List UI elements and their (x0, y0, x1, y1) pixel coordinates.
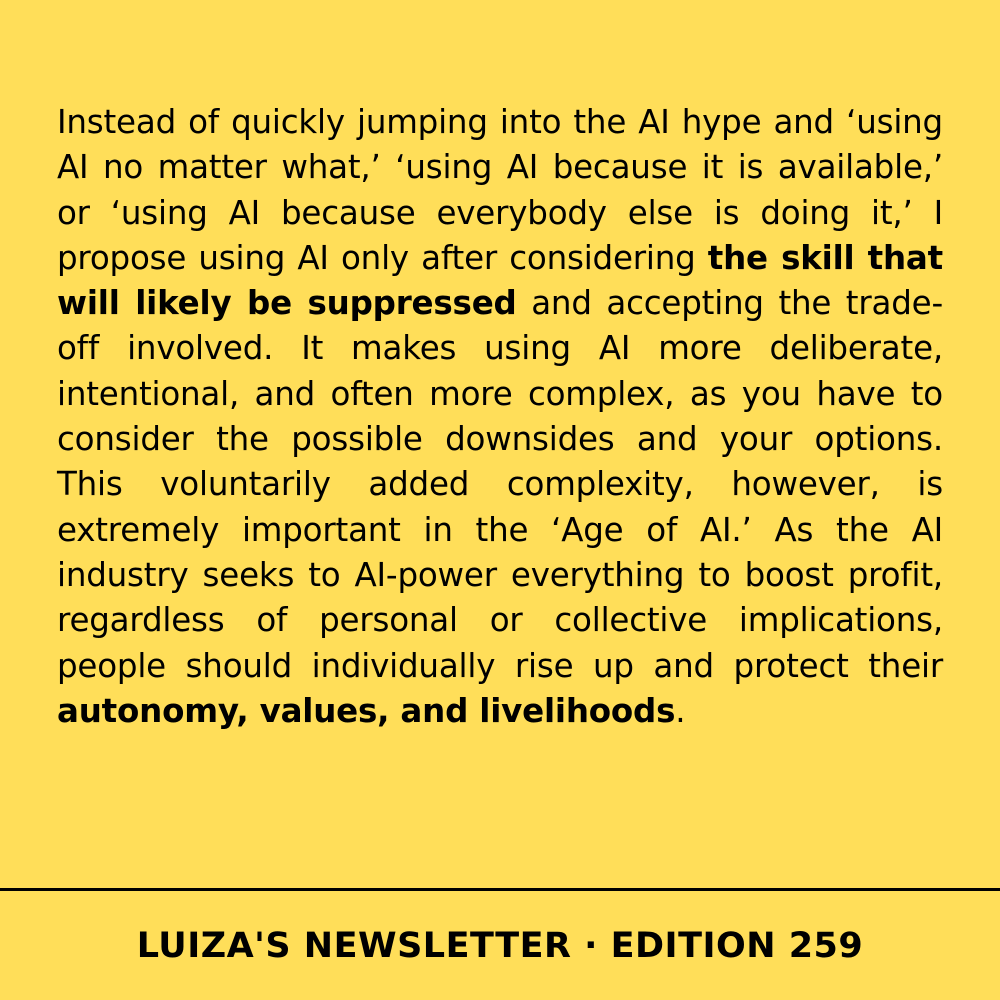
footer-divider (0, 888, 1000, 891)
quote-bold-autonomy: autonomy, values, and livelihoods (57, 691, 676, 730)
newsletter-footer: LUIZA'S NEWSLETTER · EDITION 259 (136, 926, 864, 966)
quote-bold-skill: the skill that will likely be suppressed (57, 238, 943, 323)
quote-part-1: Instead of quickly jumping into the AI hype and ‘using AI no matter what,’ ‘using AI because it is available,’ or ‘using AI because everybody else is doing it,’ I propose using AI only after considering (57, 103, 943, 277)
quote-text (57, 100, 943, 734)
quote-part-3: . (675, 691, 686, 730)
quote-part-2: and accepting the trade-off involved. It makes using AI more deliberate, intentional, and often more complex, as you have to consider the possible downsides and your options. This voluntarily added complexity, however, is extremely important in the ‘Age of AI.’ As the AI industry seeks to AI-power everything to boost profit, regardless of personal or collective implications, people should individually rise up and protect their (57, 284, 943, 685)
